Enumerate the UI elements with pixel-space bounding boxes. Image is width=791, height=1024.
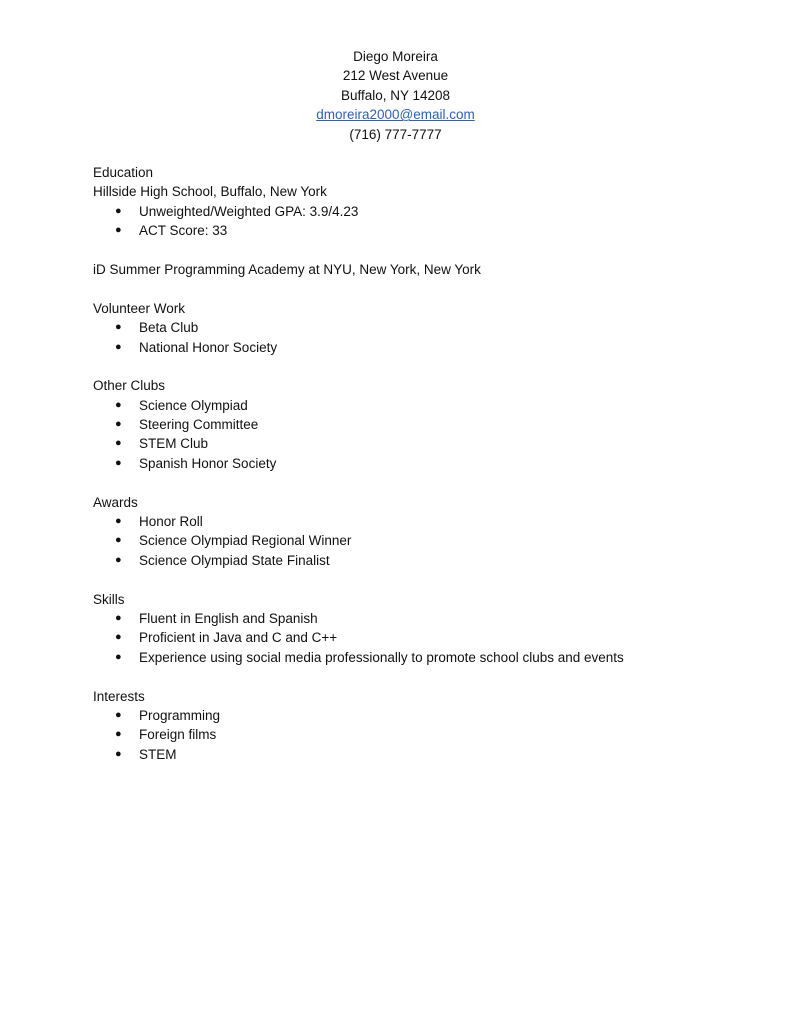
section-heading: Awards [93, 494, 138, 510]
list-item: ● Beta Club [93, 318, 773, 337]
bullet-icon: ● [115, 650, 122, 663]
bullet-icon: ● [115, 398, 122, 411]
list-item: ● Science Olympiad [93, 396, 773, 415]
bullet-icon: ● [115, 418, 122, 431]
bullet-icon: ● [115, 708, 122, 721]
resume-body [93, 163, 773, 784]
list-item: ● STEM [93, 745, 773, 764]
interests-section [93, 687, 773, 765]
skills-section [93, 590, 773, 668]
list-item: ● Foreign films [93, 725, 773, 744]
list-item: ● Proficient in Java and C and C++ [93, 628, 773, 647]
bullet-icon: ● [115, 515, 122, 528]
list-item: ● Honor Roll [93, 512, 773, 531]
city-state-zip: Buffalo, NY 14208 [340, 87, 451, 103]
bullet-icon: ● [115, 611, 122, 624]
awards-section [93, 493, 773, 571]
awards-list [93, 512, 773, 570]
volunteer-section [93, 299, 773, 357]
phone-number: (716) 777-7777 [349, 126, 442, 142]
bullet-icon: ● [115, 456, 122, 469]
section-heading: Education [93, 165, 154, 180]
bullet-icon: ● [115, 204, 122, 217]
bullet-icon: ● [115, 224, 122, 237]
list-item: ● Spanish Honor Society [93, 454, 773, 473]
section-heading: Skills [93, 591, 125, 607]
list-item: ● ACT Score: 33 [93, 221, 773, 240]
interests-list [93, 706, 773, 764]
list-item: ● STEM Club [93, 434, 773, 453]
bullet-icon: ● [115, 321, 122, 334]
section-heading: Volunteer Work [93, 300, 186, 316]
bullet-icon: ● [115, 340, 122, 353]
program-section [93, 260, 773, 279]
education-section [93, 163, 773, 241]
section-heading: Interests [93, 688, 145, 704]
bullet-icon: ● [115, 631, 122, 644]
school-name: Hillside High School, Buffalo, New York [93, 184, 327, 200]
email-link[interactable]: dmoreira2000@email.com [316, 107, 475, 123]
list-item: ● Programming [93, 706, 773, 725]
bullet-icon: ● [115, 553, 122, 566]
list-item: ● Fluent in English and Spanish [93, 609, 773, 628]
applicant-name: Diego Moreira [353, 49, 438, 64]
bullet-icon: ● [115, 728, 122, 741]
volunteer-list [93, 318, 773, 357]
section-heading: Other Clubs [93, 378, 166, 394]
bullet-icon: ● [115, 534, 122, 547]
contact-header [0, 47, 791, 144]
street-address: 212 West Avenue [342, 68, 449, 84]
skills-list [93, 609, 773, 667]
bullet-icon: ● [115, 437, 122, 450]
list-item: ● Unweighted/Weighted GPA: 3.9/4.23 [93, 202, 773, 221]
clubs-list [93, 396, 773, 474]
list-item: ● National Honor Society [93, 338, 773, 357]
program-name: iD Summer Programming Academy at NYU, New York, New York [93, 261, 481, 277]
list-item: ● Experience using social media professionally to promote school clubs and events [93, 648, 773, 667]
list-item: ● Science Olympiad State Finalist [93, 551, 773, 570]
education-list [93, 202, 773, 241]
list-item: ● Science Olympiad Regional Winner [93, 531, 773, 550]
bullet-icon: ● [115, 747, 122, 760]
list-item: ● Steering Committee [93, 415, 773, 434]
clubs-section [93, 376, 773, 473]
